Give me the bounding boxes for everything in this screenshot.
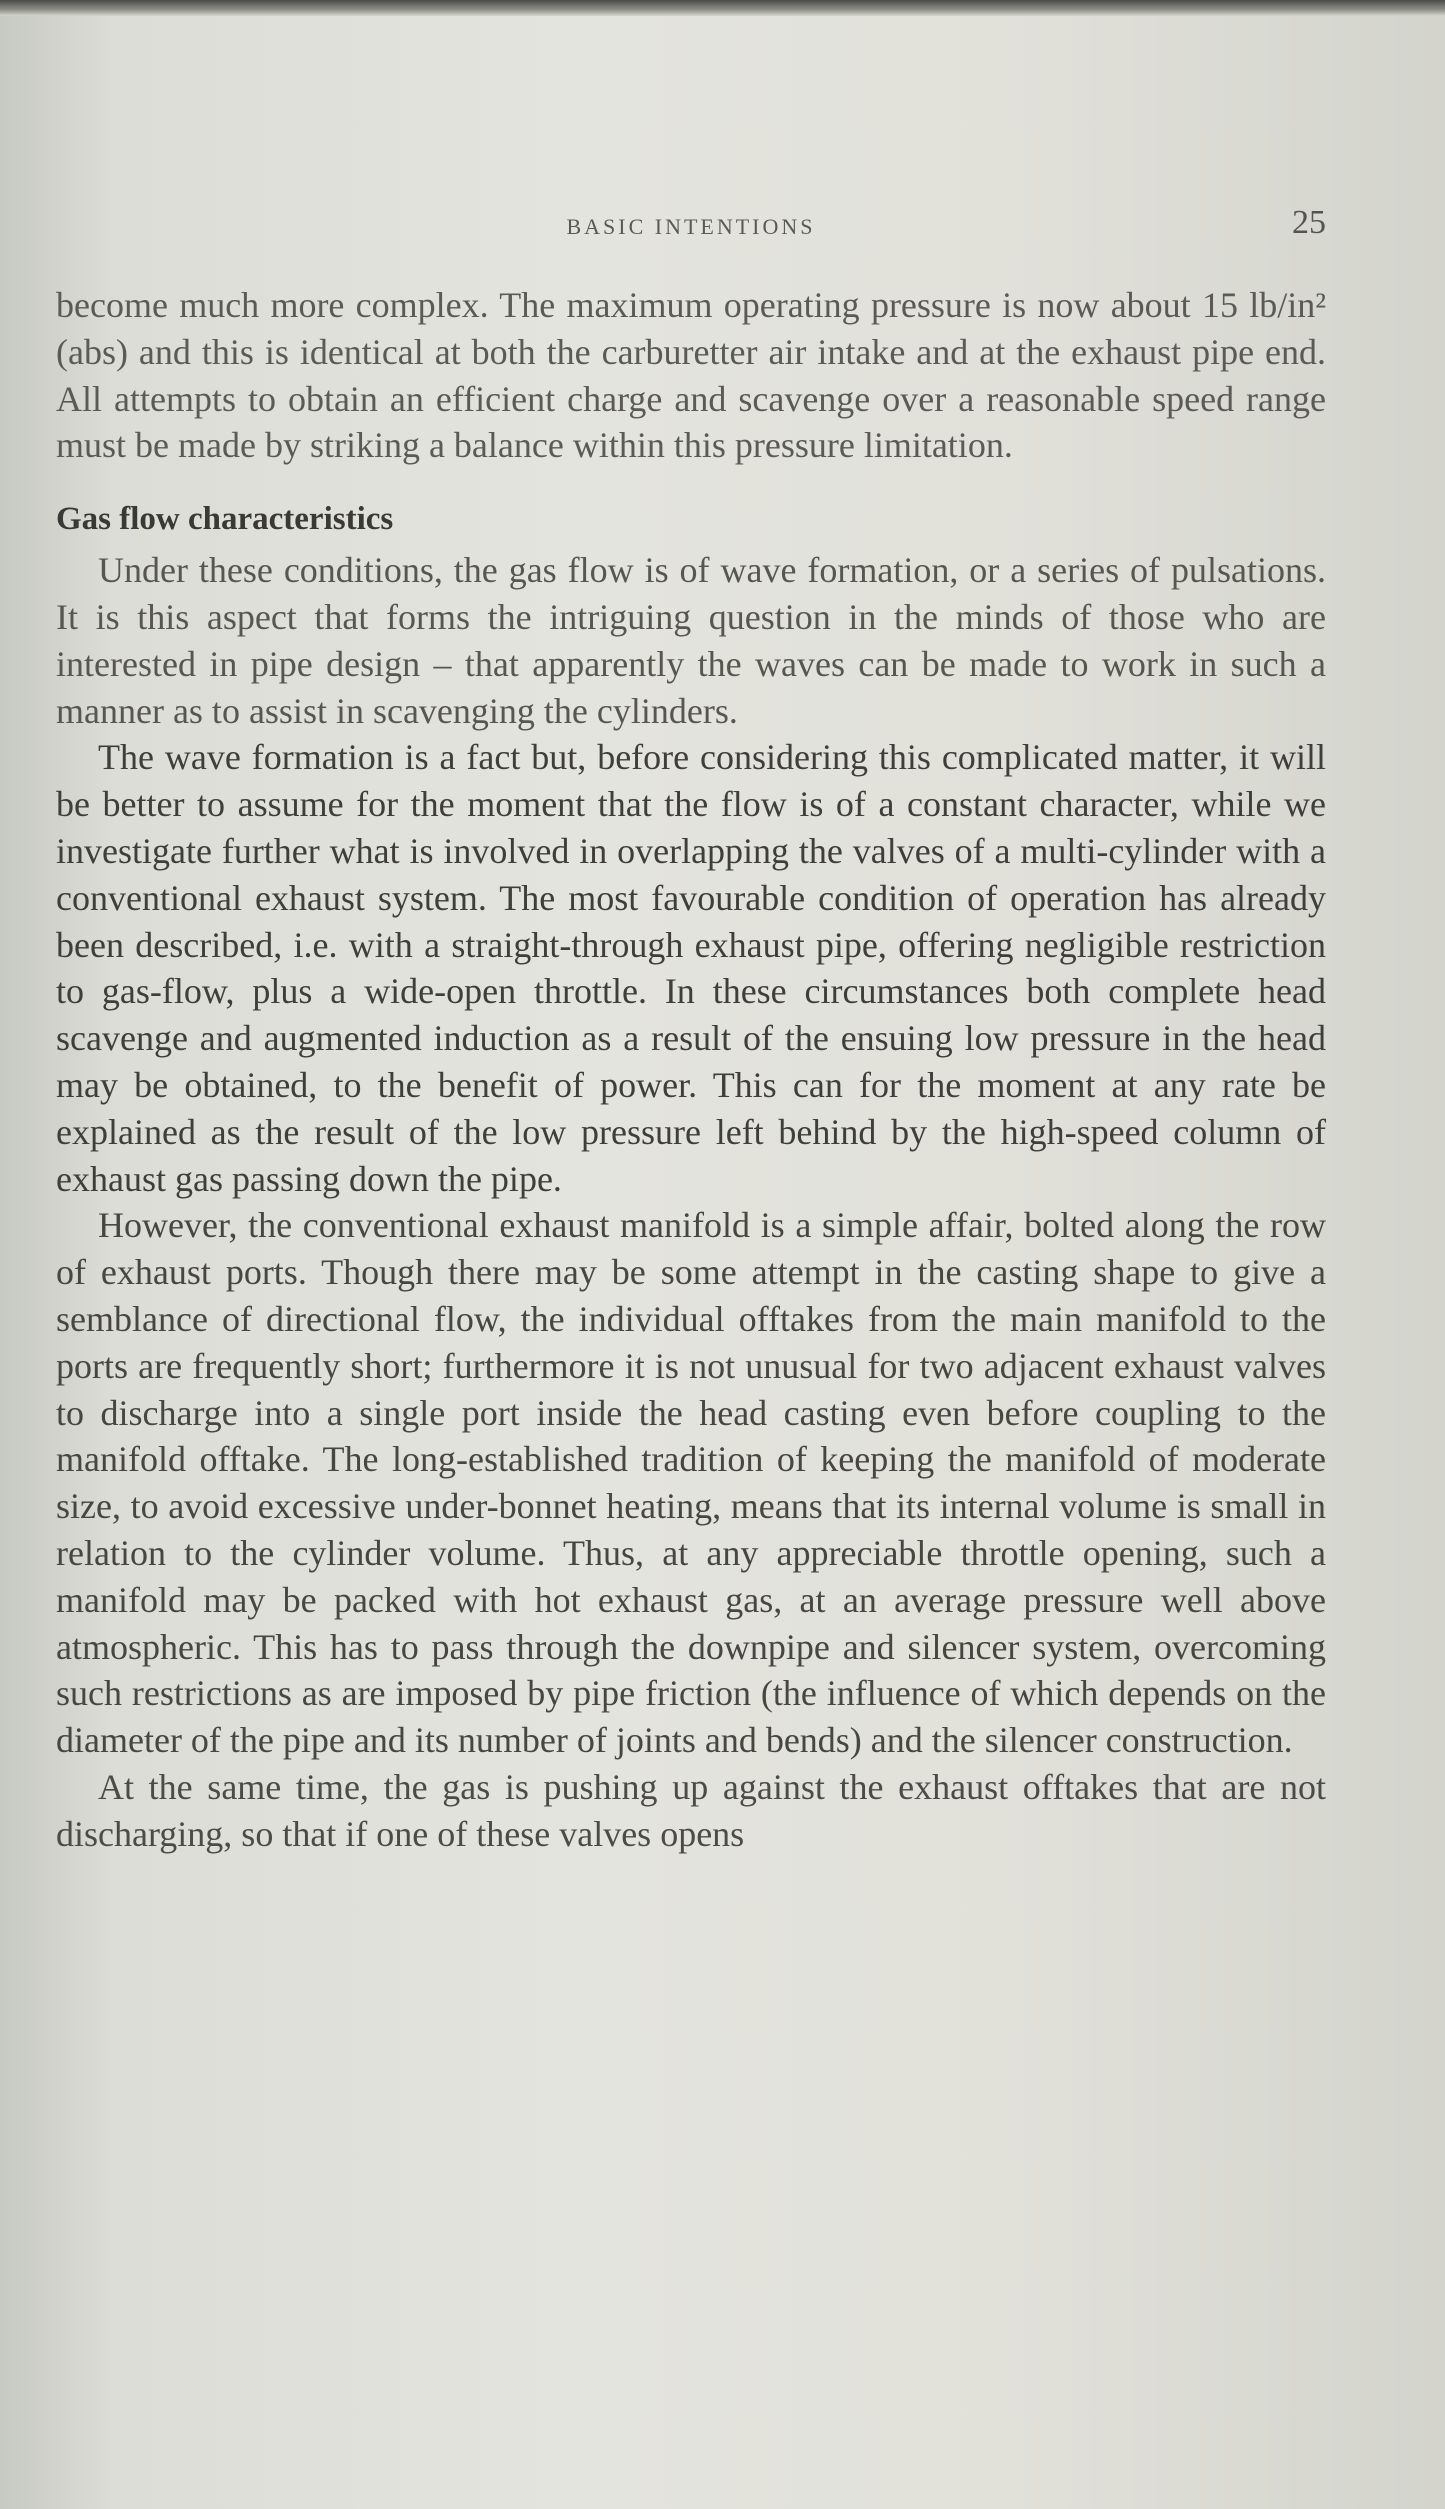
paragraph: Under these conditions, the gas flow is of wave formation, or a series of pulsations. It is this aspect that forms the intriguing question in the minds of those who are interested in pipe design – that apparently the waves can be made to work in such a manner as to assist in scavenging the cylinders. xyxy=(56,550,1326,731)
page-number: 25 xyxy=(1292,204,1326,241)
paragraph: The wave formation is a fact but, before considering this complicated matter, it will be better to assume for the moment that the flow is of a constant character, while we investigate further what is involved in overlapping the valves of a multi-cylinder with a conventional exhaust system. The most favourable condition of operation has already been described, i.e. with a straight-through exhaust pipe, offering negligible restriction to gas-flow, plus a wide-open throttle. In these circumstances both complete head scavenge and augmented induction as a result of the ensuing low pressure in the head may be obtained, to the benefit of power. This can for the moment at any rate be explained as the result of the low pressure left behind by the high-speed column of exhaust gas passing down the pipe. xyxy=(56,737,1326,1199)
running-title: BASIC INTENTIONS xyxy=(566,214,816,239)
book-page xyxy=(56,196,1326,1858)
paragraph: However, the conventional exhaust manifold is a simple affair, bolted along the row of exhaust ports. Though there may be some attempt in the casting shape to give a semblance of directional flow, the individual offtakes from the main manifold to the ports are frequently short; furthermore it is not unusual for two adjacent exhaust valves to discharge into a single port inside the head casting even before coupling to the manifold offtake. The long-established tradition of keeping the manifold of moderate size, to avoid excessive under-bonnet heating, means that its internal volume is small in relation to the cylinder volume. Thus, at any appreciable throttle opening, such a manifold may be packed with hot exhaust gas, at an average pressure well above atmospheric. This has to pass through the downpipe and silencer system, overcoming such restrictions as are imposed by pipe friction (the influence of which depends on the diameter of the pipe and its number of joints and bends) and the silencer construction. xyxy=(56,1205,1326,1761)
running-head xyxy=(56,196,1326,246)
paragraph: At the same time, the gas is pushing up against the exhaust offtakes that are not discharging, so that if one of these valves opens xyxy=(56,1766,1326,1854)
binding-shadow xyxy=(0,0,1445,16)
section-heading: Gas flow characteristics xyxy=(56,501,394,538)
paragraph-continued: become much more complex. The maximum operating pressure is now about 15 lb/in² (abs) and this is identical at both the carburetter air intake and at the exhaust pipe end. All attempts to obtain an efficient charge and scavenge over a reasonable speed range must be made by striking a balance within this pressure limitation. xyxy=(56,285,1326,466)
body-text xyxy=(56,282,1326,1858)
